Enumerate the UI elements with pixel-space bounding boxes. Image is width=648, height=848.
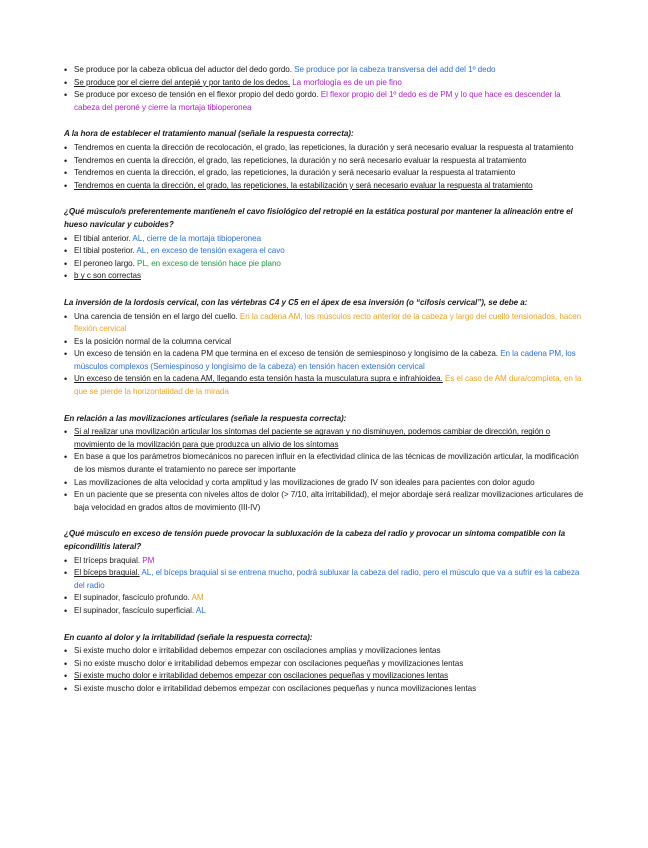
answer-text: El supinador, fascículo superficial. (74, 605, 195, 615)
answer-text: En base a que los parámetros biomecánicos no parecen influir en la efectividad clínica de las técnicas de movilización articular, la modificación de los mismos durante el tratamiento no parece ser importante (74, 452, 579, 475)
answer-text: Se produce por exceso de tensión en el flexor propio del dedo gordo. (74, 90, 319, 100)
question-heading: En cuanto al dolor y la irritabilidad (señale la respuesta correcta): (64, 632, 313, 642)
answer-note: AM (191, 593, 204, 603)
answer-list (64, 64, 584, 114)
question-heading: En relación a las movilizaciones articulares (señale la respuesta correcta): (64, 413, 347, 423)
answer-note: PL, en exceso de tensión hace pie plano (137, 258, 281, 268)
answer-note: En la cadena AM, los músculos recto anterior de la cabeza y largo del cuello tensionados, hacen flexión cervical (74, 311, 582, 334)
answer-text: El tibial posterior. (74, 246, 135, 256)
answer-text: El tibial anterior. (74, 233, 131, 243)
answer-note: La morfología es de un pie fino (292, 77, 402, 87)
answer-item (64, 89, 584, 114)
answer-item (64, 180, 584, 193)
answer-text: El supinador, fascículo profundo. (74, 593, 190, 603)
answer-note: AL, en exceso de tensión exagera el cavo (136, 246, 285, 256)
answer-list (64, 555, 584, 618)
answer-text: Si existe muscho dolor e irritabilidad debemos empezar con oscilaciones pequeñas y nunca movilizaciones lentas (74, 683, 477, 693)
answer-text: b y c son correctas (74, 271, 141, 281)
answer-item (64, 270, 584, 283)
answer-text: El tríceps braquial. (74, 555, 141, 565)
answer-item (64, 64, 584, 77)
answer-list (64, 233, 584, 283)
answer-item (64, 477, 584, 490)
question-heading: ¿Qué músculo en exceso de tensión puede provocar la subluxación de la cabeza del radio y provocar un síntoma compatible con la epicondilitis lateral? (64, 529, 566, 551)
answer-text: El bíceps braquial. (74, 568, 140, 578)
answer-item (64, 567, 584, 592)
answer-item (64, 658, 584, 671)
answer-text: Si existe mucho dolor e irritabilidad debemos empezar con oscilaciones pequeñas y movilizaciones lentas (74, 671, 449, 681)
answer-item (64, 605, 584, 618)
question-heading: ¿Qué músculo/s preferentemente mantiene/n el cavo fisiológico del retropié en la estática postural por mantener la alineación entre el hueso navicular y cuboides? (64, 207, 573, 229)
answer-item (64, 336, 584, 349)
question-heading: La inversión de la lordosis cervical, con las vértebras C4 y C5 en el ápex de esa inversión (o “cifosis cervical”), se debe a: (64, 297, 528, 307)
answer-note: Es el caso de AM dura/completa, en la que se pierde la horizontalidad de la mirada (74, 374, 582, 397)
answer-note: PM (142, 555, 155, 565)
answer-note: El flexor propio del 1º dedo es de PM y lo que hace es descender la cabeza del peroné y cierre la mortaja tibioperonea (74, 90, 561, 112)
answer-item (64, 167, 584, 180)
answer-item (64, 311, 584, 336)
answer-item (64, 233, 584, 246)
answer-item (64, 489, 584, 514)
answer-item (64, 245, 584, 258)
answer-text: Tendremos en cuenta la dirección, el grado, las repeticiones, la estabilización y será necesario evaluar la respuesta al tratamiento (74, 180, 533, 190)
answer-text: Un exceso de tensión en la cadena PM que termina en el exceso de tensión de semiespinoso y longísimo de la cabeza. (74, 349, 498, 359)
answer-item (64, 670, 584, 683)
answer-text: Si al realizar una movilización articular los síntomas del paciente se agravan y no disminuyen, podemos cambiar de dirección, región o movimiento de la movilización para que produzca un alivio de los síntomas (74, 427, 551, 449)
answer-text: Un exceso de tensión en la cadena AM, llegando esta tensión hasta la musculatura supra e infrahioidea. (74, 374, 443, 384)
answer-item (64, 155, 584, 168)
answer-text: Se produce por el cierre del antepié y por tanto de los dedos. (74, 77, 291, 87)
answer-text: Una carencia de tensión en el largo del cuello. (74, 311, 238, 321)
answer-item (64, 451, 584, 476)
answer-list (64, 142, 584, 192)
answer-item (64, 645, 584, 658)
answer-list (64, 311, 584, 399)
answer-text: Tendremos en cuenta la dirección, el grado, las repeticiones, la duración y no será necesario evaluar la respuesta al tratamiento (74, 155, 527, 165)
answer-item (64, 683, 584, 696)
answer-item (64, 142, 584, 155)
answer-item (64, 555, 584, 568)
answer-list (64, 426, 584, 514)
answer-note: AL, el bíceps braquial si se entrena mucho, podrá subluxar la cabeza del radio, pero el músculo que va a sufrir es la cabeza del radio (74, 568, 580, 590)
answer-text: Se produce por la cabeza oblicua del aductor del dedo gordo. (74, 65, 292, 74)
document-page (64, 64, 584, 696)
answer-note: AL (195, 605, 206, 615)
answer-list (64, 645, 584, 695)
answer-item (64, 426, 584, 451)
answer-text: Es la posición normal de la columna cervical (74, 336, 232, 346)
answer-item (64, 592, 584, 605)
answer-note: En la cadena PM, los músculos complexos (Semiespinoso y longísimo de la cabeza) en tensión hacen extensión cervical (74, 349, 576, 371)
answer-text: Si no existe muscho dolor e irritabilidad debemos empezar con oscilaciones pequeñas y movilizaciones lentas (74, 658, 464, 668)
answer-text: Tendremos en cuenta la dirección de recolocación, el grado, las repeticiones, la duración y será necesario evaluar la respuesta al tratamiento (74, 142, 574, 152)
answer-item (64, 258, 584, 271)
answer-text: Si existe mucho dolor e irritabilidad debemos empezar con oscilaciones amplias y movilizaciones lentas (74, 646, 441, 656)
answer-note: Se produce por la cabeza transversa del add del 1º dedo (294, 65, 496, 74)
answer-item (64, 373, 584, 398)
question-heading: A la hora de establecer el tratamiento manual (señale la respuesta correcta): (64, 129, 354, 139)
answer-text: El peroneo largo. (74, 258, 135, 268)
answer-item (64, 77, 584, 90)
answer-note: AL, cierre de la mortaja tibioperonea (132, 233, 262, 243)
answer-text: En un paciente que se presenta con niveles altos de dolor (> 7/10, alta irritabilidad), el mejor abordaje será realizar movilizaciones articulares de baja velocidad en grados altos de movimiento (III-IV) (74, 490, 584, 512)
answer-item (64, 348, 584, 373)
answer-text: Las movilizaciones de alta velocidad y corta amplitud y las movilizaciones de grado IV son ideales para pacientes con dolor agudo (74, 477, 535, 487)
answer-text: Tendremos en cuenta la dirección, el grado, las repeticiones, la duración y será necesario evaluar la respuesta al tratamiento (74, 168, 516, 178)
